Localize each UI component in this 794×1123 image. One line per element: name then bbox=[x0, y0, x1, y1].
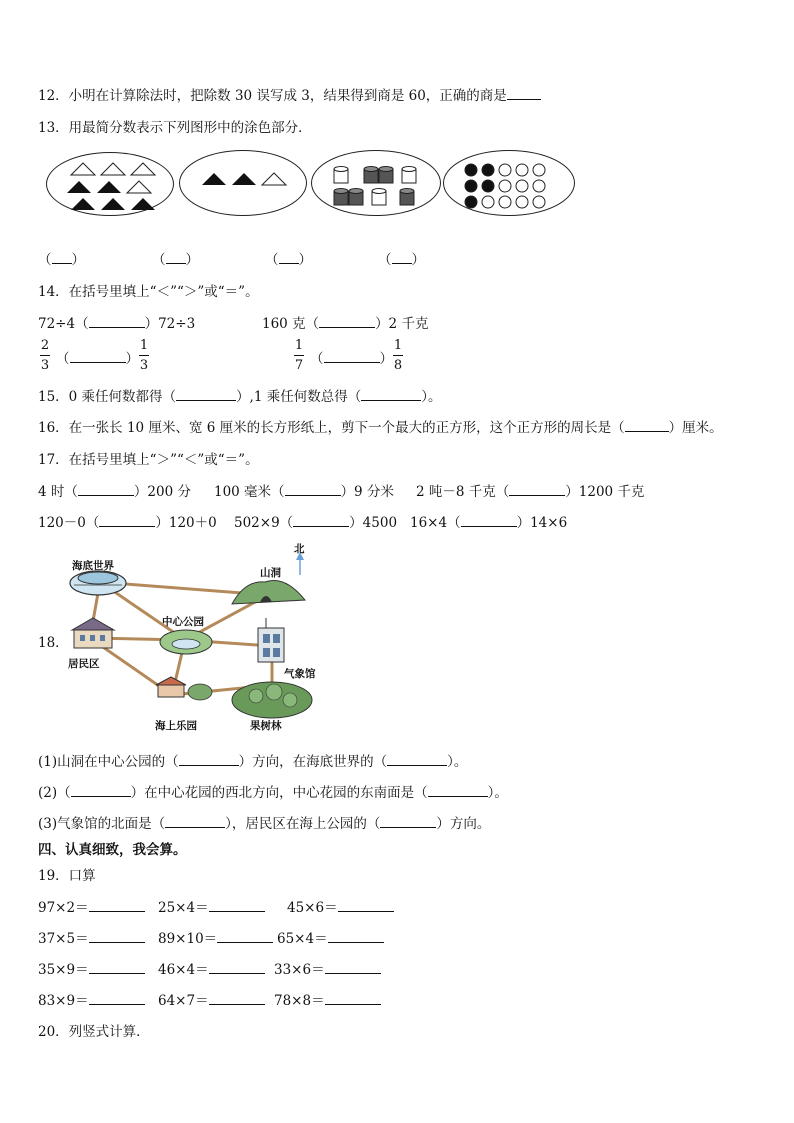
question-14: 14．在括号里填上“＜”“＞”或“＝”。 bbox=[38, 284, 259, 300]
question-15: 15．0 乘任何数都得（ ）,1 乘任何数总得（ ）。 bbox=[38, 389, 442, 405]
map-label-seapark: 海上乐园 bbox=[155, 720, 197, 732]
map-label-residential: 居民区 bbox=[68, 658, 100, 670]
question-17: 17．在括号里填上“＞”“＜”或“＝”。 bbox=[38, 452, 259, 468]
map-label-park: 中心公园 bbox=[162, 616, 204, 628]
residential-houses bbox=[72, 618, 114, 648]
answer-paren-4[interactable]: （ ） bbox=[378, 252, 425, 268]
fraction: 1 3 bbox=[139, 338, 149, 373]
calc-item: 65×4＝ bbox=[277, 927, 384, 947]
calc-item: 83×9＝ bbox=[38, 989, 145, 1009]
circles-drawing bbox=[444, 151, 574, 215]
compare-item: 100 毫米（ ）9 分米 bbox=[214, 484, 394, 500]
sea-park bbox=[156, 677, 212, 700]
seaworld-building bbox=[70, 571, 126, 595]
map-label-seaworld: 海底世界 bbox=[72, 560, 114, 572]
weather-station bbox=[258, 618, 284, 662]
answer-paren-2[interactable]: （ ） bbox=[152, 252, 199, 268]
compare-item: 16×4（ ）14×6 bbox=[410, 515, 568, 531]
compare-item: 120－0（ ）120＋0 bbox=[38, 515, 217, 531]
compare-blank[interactable]: （ ） bbox=[310, 351, 393, 367]
cave-mountain bbox=[232, 580, 305, 604]
figure-circles bbox=[443, 150, 575, 216]
question-13: 13．用最简分数表示下列图形中的涂色部分． bbox=[38, 120, 312, 136]
triangles-drawing bbox=[47, 153, 173, 215]
map-label-orchard: 果树林 bbox=[250, 720, 282, 732]
compare-blank[interactable]: （ ） bbox=[56, 351, 139, 367]
question-18-1: (1)山洞在中心公园的（ ）方向，在海底世界的（ ）。 bbox=[38, 754, 468, 770]
fraction: 1 8 bbox=[393, 338, 403, 373]
compare-item: 160 克（ ）2 千克 bbox=[262, 316, 429, 332]
figure-triangles-2 bbox=[179, 150, 307, 216]
figure-cylinders bbox=[311, 150, 441, 216]
calc-item: 35×9＝ bbox=[38, 958, 145, 978]
map-label-north: 北 bbox=[294, 543, 305, 555]
question-20: 20．列竖式计算． bbox=[38, 1024, 150, 1040]
triangles-drawing bbox=[180, 151, 306, 215]
section-heading: 四、认真细致，我会算。 bbox=[38, 842, 187, 858]
orchard-trees bbox=[232, 682, 312, 718]
compare-item: 4 时（ ）200 分 bbox=[38, 484, 191, 500]
answer-paren-3[interactable]: （ ） bbox=[265, 252, 312, 268]
central-park bbox=[160, 630, 212, 654]
question-18-2: (2)（ ）在中心花园的西北方向，中心花园的东南面是（ ）。 bbox=[38, 785, 508, 801]
question-18-number: 18． bbox=[38, 635, 69, 651]
calc-item: 33×6＝ bbox=[274, 958, 381, 978]
calc-item: 89×10＝ bbox=[158, 927, 273, 947]
fraction: 2 3 bbox=[40, 338, 50, 373]
answer-paren-1[interactable]: （ ） bbox=[38, 252, 85, 268]
calc-item: 25×4＝ bbox=[158, 896, 265, 916]
map-label-cave: 山洞 bbox=[260, 567, 281, 579]
calc-item: 37×5＝ bbox=[38, 927, 145, 947]
compare-item: 72÷4（ ）72÷3 bbox=[38, 316, 196, 332]
calc-item: 46×4＝ bbox=[158, 958, 265, 978]
answer-blank[interactable] bbox=[507, 99, 541, 100]
calc-item: 78×8＝ bbox=[274, 989, 381, 1009]
question-19: 19．口算 bbox=[38, 868, 96, 884]
calc-item: 45×6＝ bbox=[287, 896, 394, 916]
figure-triangles-1 bbox=[46, 152, 174, 216]
fraction: 1 7 bbox=[294, 338, 304, 373]
cylinders-drawing bbox=[312, 151, 440, 215]
calc-item: 64×7＝ bbox=[158, 989, 265, 1009]
calc-item: 97×2＝ bbox=[38, 896, 145, 916]
question-12: 12．小明在计算除法时，把除数 30 误写成 3，结果得到商是 60，正确的商是 bbox=[38, 84, 541, 104]
map-label-weather: 气象馆 bbox=[284, 668, 316, 680]
question-18-3: (3)气象馆的北面是（ ），居民区在海上公园的（ ）方向。 bbox=[38, 816, 491, 832]
compare-item: 502×9（ ）4500 bbox=[234, 515, 398, 531]
compare-item: 2 吨－8 千克（ ）1200 千克 bbox=[416, 484, 645, 500]
question-16: 16．在一张长 10 厘米、宽 6 厘米的长方形纸上，剪下一个最大的正方形，这个正方形的周长是（ ）厘米。 bbox=[38, 420, 723, 436]
